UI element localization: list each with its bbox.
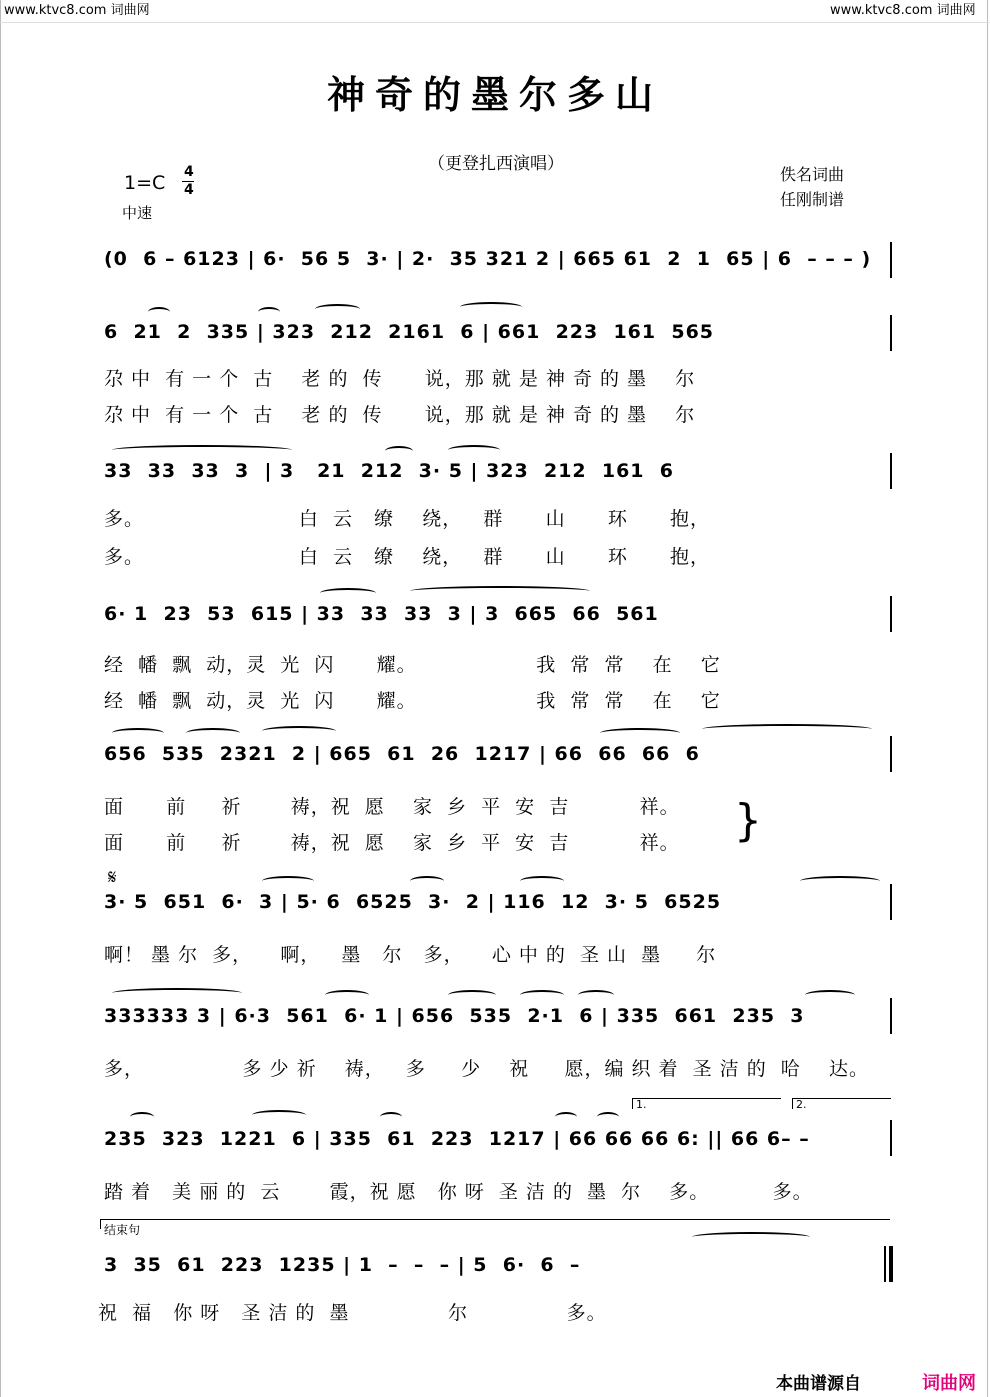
time-signature-bottom: 4 bbox=[184, 182, 194, 198]
slur-mark bbox=[520, 876, 564, 886]
notation-row-3: 33 33 33 3 | 3 21 212 3· 5 | 323 212 161 6 bbox=[104, 460, 674, 482]
slur-mark bbox=[148, 307, 170, 317]
lyric-line-12: 祝 福 你 呀 圣 洁 的 墨 尔 多。 bbox=[98, 1302, 607, 1324]
verse-brace: } bbox=[734, 795, 762, 846]
slur-mark bbox=[702, 724, 872, 734]
subtitle: （更登扎西演唱） bbox=[428, 154, 564, 174]
slur-mark bbox=[258, 307, 280, 317]
barline bbox=[890, 1120, 892, 1156]
volta-label-1: 1. bbox=[636, 1098, 647, 1111]
notation-row-8: 235 323 1221 6 | 335 61 223 1217 | 66 66 66 6: || 66 6– – bbox=[104, 1128, 810, 1150]
page-edge-left bbox=[0, 0, 1, 1397]
notation-row-2: 6 21 2 335 | 323 212 2161 6 | 661 223 161 565 bbox=[104, 321, 715, 343]
slur-mark bbox=[578, 990, 614, 1000]
notation-row-7: 333333 3 | 6·3 561 6· 1 | 656 535 2·1 6 | 335 661 235 3 bbox=[104, 1005, 805, 1027]
slur-mark bbox=[460, 302, 522, 312]
time-signature-top: 4 bbox=[184, 164, 194, 180]
tempo-marking: 中速 bbox=[122, 204, 153, 222]
slur-mark bbox=[448, 990, 496, 1000]
lyric-line-7: 面 前 祈 祷，祝 愿 家 乡 平 安 吉 祥。 bbox=[104, 796, 680, 818]
slur-mark bbox=[520, 990, 564, 1000]
volta-bracket-1 bbox=[632, 1098, 781, 1109]
song-title: 神奇的墨尔多山 bbox=[326, 72, 663, 117]
lyric-line-11: 踏 着 美 丽 的 云 霞，祝 愿 你 呀 圣 洁 的 墨 尔 多。 多。 bbox=[104, 1181, 813, 1203]
lyric-line-10: 多， 多 少 祈 祷， 多 少 祝 愿，编 织 着 圣 洁 的 哈 达。 bbox=[104, 1058, 869, 1080]
transcriber-credit: 任刚制谱 bbox=[780, 190, 845, 209]
slur-mark bbox=[325, 990, 369, 1000]
barline bbox=[890, 315, 892, 351]
composer-credit: 佚名词曲 bbox=[780, 165, 845, 184]
barline bbox=[890, 884, 892, 920]
coda-bracket-edge bbox=[100, 1219, 101, 1229]
barline bbox=[890, 242, 892, 278]
volta-bracket-2 bbox=[792, 1098, 891, 1109]
lyric-line-4: 多。 白 云 缭 绕， 群 山 环 抱， bbox=[104, 546, 711, 568]
barline bbox=[890, 596, 892, 632]
coda-bracket bbox=[100, 1219, 890, 1220]
page-edge-right bbox=[987, 0, 988, 1397]
slur-mark bbox=[600, 728, 680, 738]
coda-label: 结束句 bbox=[104, 1223, 141, 1237]
barline bbox=[890, 453, 892, 489]
slur-mark bbox=[112, 728, 164, 738]
slur-mark bbox=[186, 728, 240, 738]
footer-logo[interactable]: 词曲网 bbox=[922, 1373, 976, 1394]
volta-label-2: 2. bbox=[796, 1098, 807, 1111]
slur-mark bbox=[410, 586, 590, 596]
slur-mark bbox=[252, 1110, 306, 1120]
notation-row-5: 656 535 2321 2 | 665 61 26 1217 | 66 66 66 6 bbox=[104, 743, 700, 765]
lyric-line-2: 尕 中 有 一 个 古 老 的 传 说，那 就 是 神 奇 的 墨 尔 bbox=[104, 404, 696, 426]
final-barline-thin bbox=[884, 1246, 886, 1282]
lyric-line-1: 尕 中 有 一 个 古 老 的 传 说，那 就 是 神 奇 的 墨 尔 bbox=[104, 368, 696, 390]
lyric-line-6: 经 幡 飘 动，灵 光 闪 耀。 我 常 常 在 它 bbox=[104, 690, 721, 712]
slur-mark bbox=[448, 445, 500, 455]
slur-mark bbox=[112, 988, 242, 998]
barline bbox=[890, 736, 892, 772]
slur-mark bbox=[692, 1232, 810, 1242]
final-barline-thick bbox=[889, 1246, 893, 1282]
notation-row-6: 3· 5 651 6· 3 | 5· 6 6525 3· 2 | 116 12 3· 5 6525 bbox=[104, 891, 722, 913]
slur-mark bbox=[130, 1112, 154, 1122]
watermark-right: www.ktvc8.com 词曲网 bbox=[830, 3, 976, 18]
lyric-line-5: 经 幡 飘 动，灵 光 闪 耀。 我 常 常 在 它 bbox=[104, 654, 721, 676]
watermark-left: www.ktvc8.com 词曲网 bbox=[4, 3, 150, 18]
slur-mark bbox=[262, 876, 314, 886]
slur-mark bbox=[800, 876, 880, 886]
key-signature: 1=C bbox=[124, 172, 166, 194]
slur-mark bbox=[262, 726, 336, 736]
slur-mark bbox=[555, 1112, 577, 1122]
slur-mark bbox=[805, 990, 855, 1000]
slur-mark bbox=[410, 876, 444, 886]
notation-row-9: 3 35 61 223 1235 | 1 – – – | 5 6· 6 – bbox=[104, 1254, 581, 1276]
slur-mark bbox=[385, 446, 413, 456]
slur-mark bbox=[320, 588, 376, 598]
lyric-line-8: 面 前 祈 祷，祝 愿 家 乡 平 安 吉 祥。 bbox=[104, 832, 680, 854]
top-rule bbox=[0, 22, 990, 23]
notation-row-4: 6· 1 23 53 615 | 33 33 33 3 | 3 665 66 561 bbox=[104, 603, 659, 625]
segno-sign: 𝄋 bbox=[108, 865, 117, 889]
lyric-line-3: 多。 白 云 缭 绕， 群 山 环 抱， bbox=[104, 508, 711, 530]
barline bbox=[890, 998, 892, 1034]
slur-mark bbox=[112, 445, 292, 455]
notation-row-1: (0 6 – 6123 | 6· 56 5 3· | 2· 35 321 2 | 665 61 2 1 65 | 6 – – – ) bbox=[104, 248, 872, 270]
lyric-line-9: 啊！ 墨 尔 多， 啊， 墨 尔 多， 心 中 的 圣 山 墨 尔 bbox=[104, 944, 717, 966]
slur-mark bbox=[315, 304, 360, 314]
footer-source: 本曲谱源自 bbox=[776, 1374, 861, 1394]
slur-mark bbox=[380, 1112, 402, 1122]
slur-mark bbox=[597, 1112, 619, 1122]
